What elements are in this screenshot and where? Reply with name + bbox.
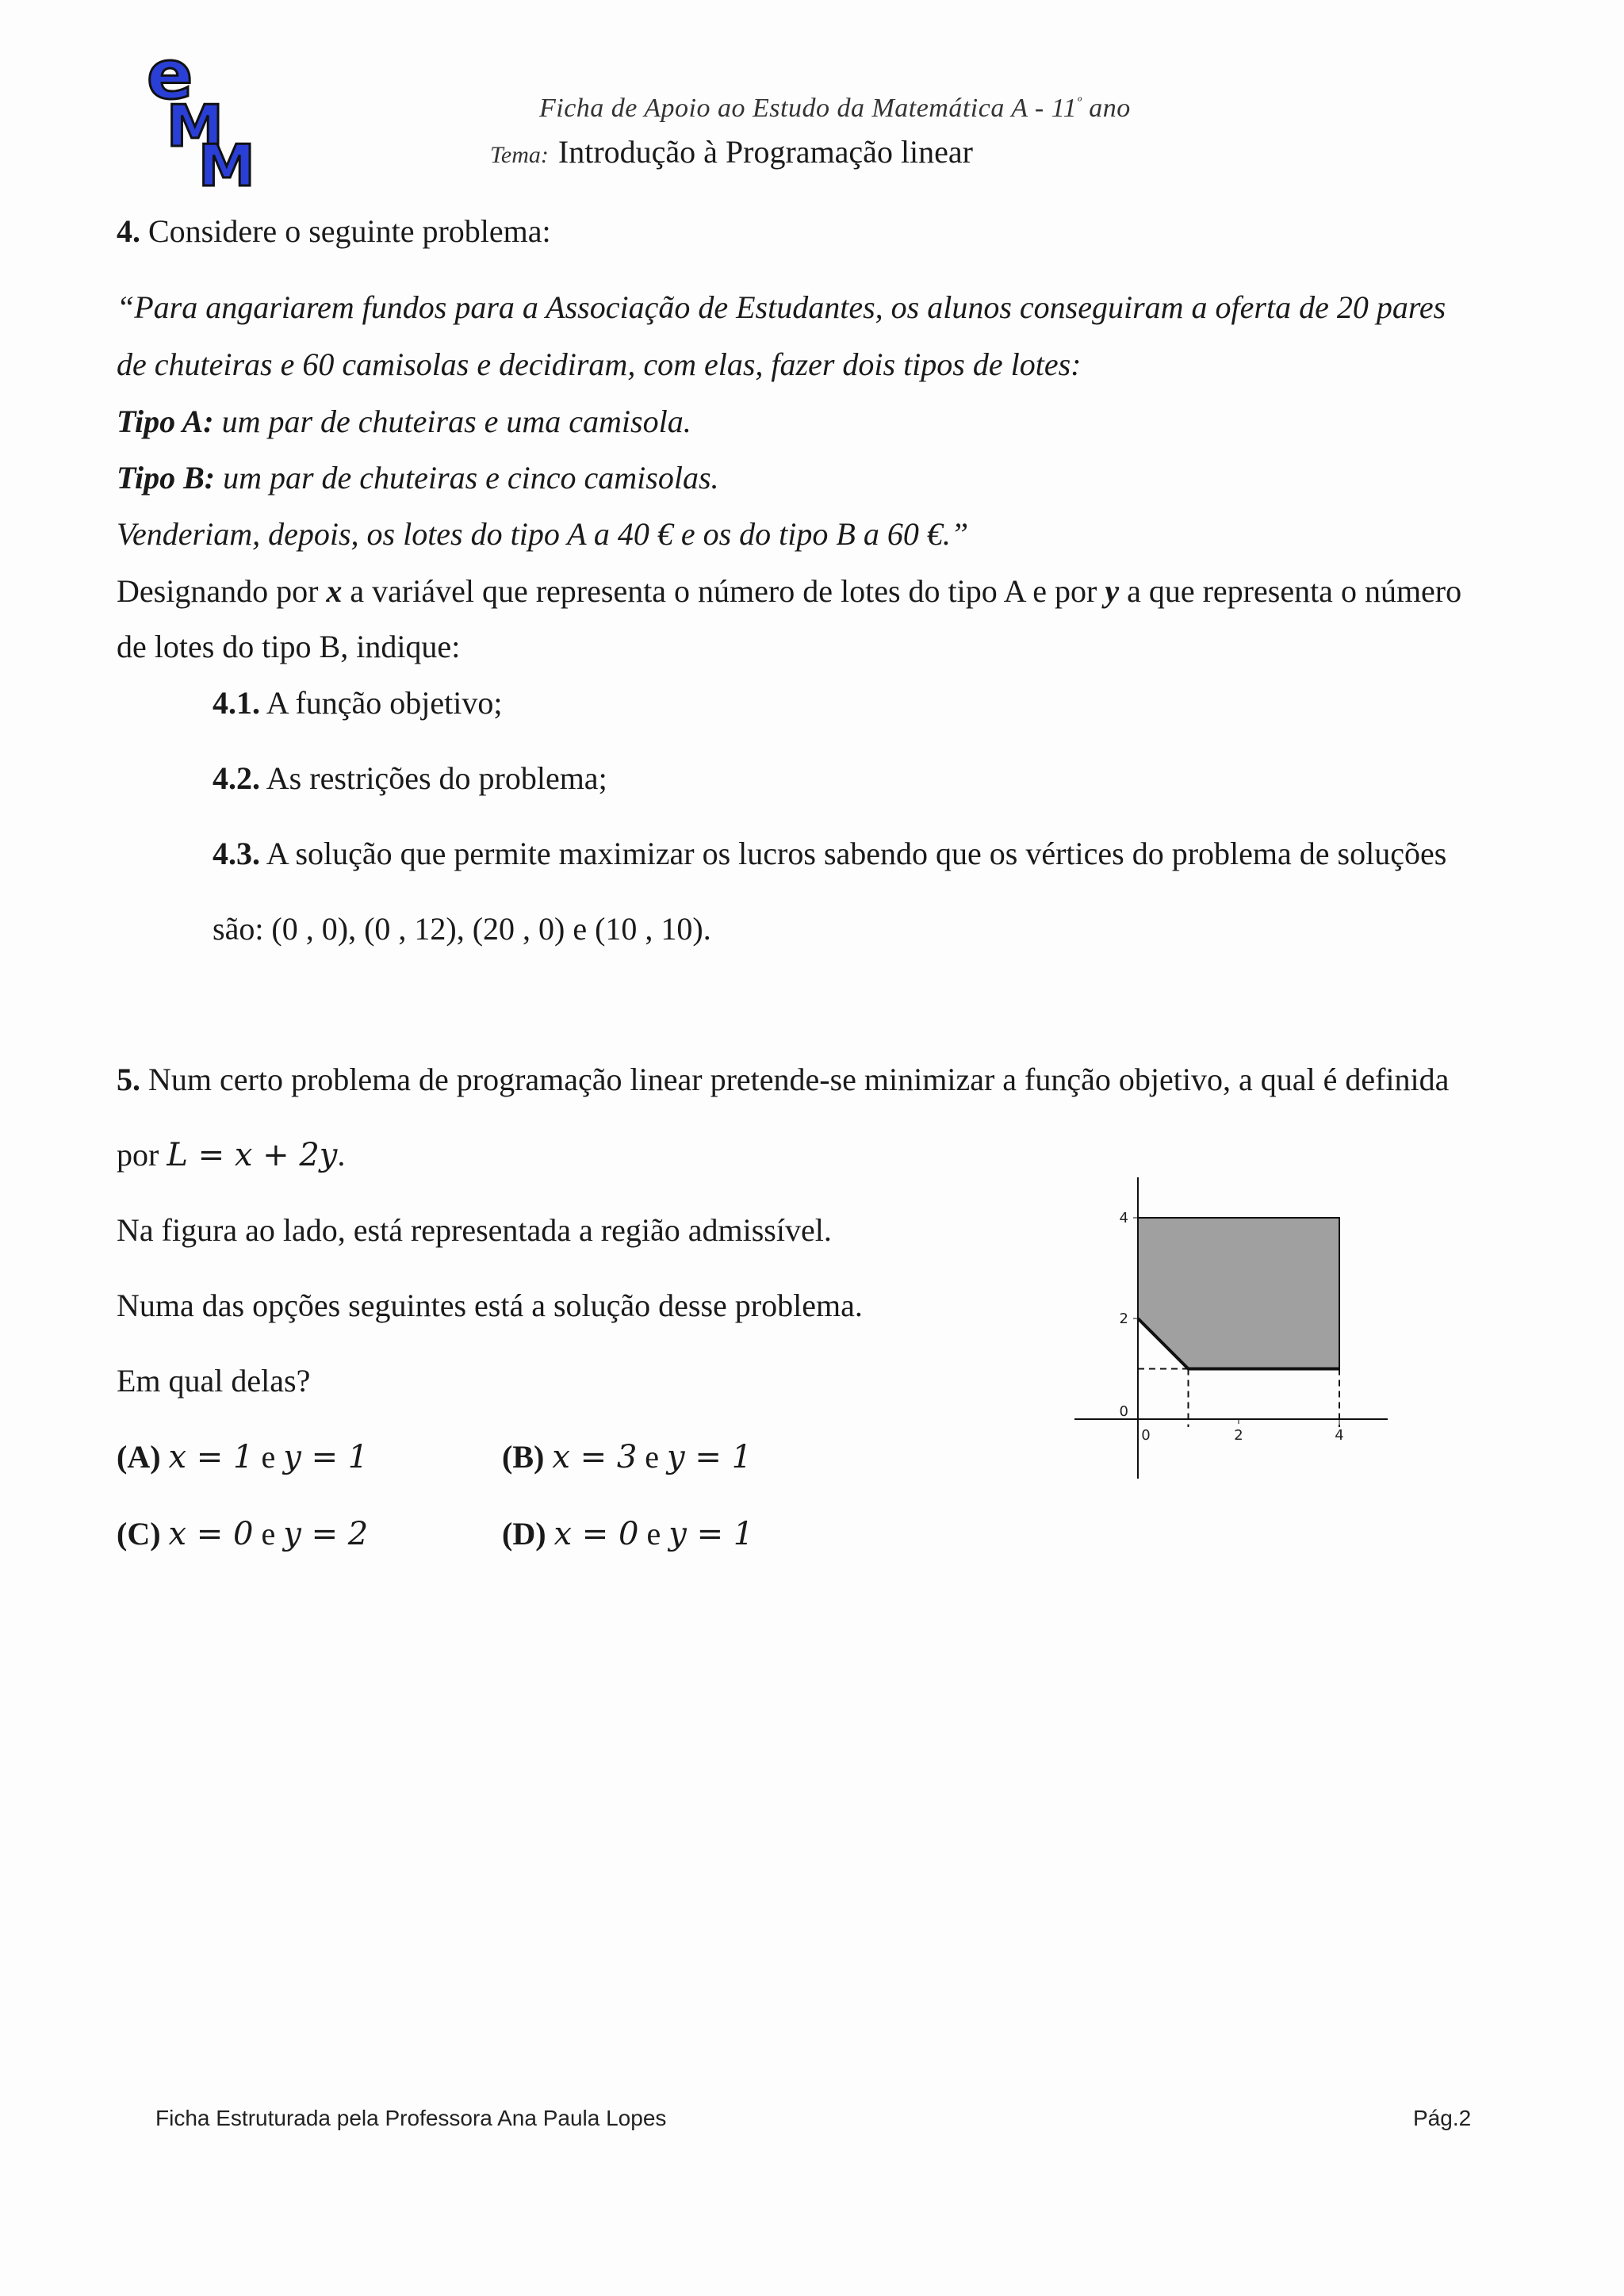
y-tick-label: 2 [1119,1311,1128,1327]
q5-intro: 5. Num certo problema de programação linear pretende-se minimizar a função objetivo, a qual é definida [117,1062,1450,1097]
q4-tipo-a: Tipo A: um par de chuteiras e uma camisola. [117,404,691,439]
option-d: (D) x = 0 e y = 1 [502,1516,754,1552]
svg-text:e: e [147,41,193,115]
y-tick-label: 0 [1119,1403,1128,1420]
q4-sub2: 4.2. As restrições do problema; [213,760,607,796]
feasible-region [1138,1218,1339,1369]
feasible-region-figure [1063,1165,1396,1483]
objective-formula: L = x + 2y [167,1137,338,1173]
svg-text:M: M [198,132,255,192]
header-subtitle: Ficha de Apoio ao Estudo da Matemática A - $11^º$ ano [539,94,1131,123]
q4-designando: Designando por x a variável que representa o número de lotes do tipo A e por y a que representa o número [117,573,1462,609]
q4-quote-line1: “Para angariarem fundos para a Associação de Estudantes, os alunos conseguiram a oferta de 20 pares [117,289,1446,325]
q4-venderiam: Venderiam, depois, os lotes do tipo A a 40 € e os do tipo B a 60 €.” [117,516,969,552]
q5-figure-line: Na figura ao lado, está representada a região admissível. [117,1212,832,1248]
y-tick-label: 4 [1119,1210,1128,1226]
q4-tipo-b: Tipo B: um par de chuteiras e cinco camisolas. [117,460,719,496]
x-tick-label: 0 [1141,1427,1151,1444]
q4-sub3-line2: são: (0 , 0), (0 , 12), (20 , 0) e (10 , 10). [213,911,711,947]
option-c: (C) x = 0 e y = 2 [117,1516,369,1552]
svg-text:M: M [167,93,224,159]
page-number: Pág.2 [1413,2106,1472,2130]
option-b: (B) x = 3 e y = 1 [502,1439,753,1475]
x-tick-label: 4 [1335,1427,1344,1444]
header-tema: Tema: Introdução à Programação linear [490,134,973,170]
q4-intro: 4. Considere o seguinte problema: [117,213,551,249]
q4-designando-line2: de lotes do tipo B, indique: [117,629,461,664]
q4-quote-line2: de chuteiras e 60 camisolas e decidiram, com elas, fazer dois tipos de lotes: [117,346,1082,382]
q4-sub1: 4.1. A função objetivo; [213,685,503,721]
q5-formula-line: por L = x + 2y. [117,1137,346,1173]
q5-question: Em qual delas? [117,1363,311,1399]
q5-options-line: Numa das opções seguintes está a solução desse problema. [117,1288,863,1323]
footer-author: Ficha Estruturada pela Professora Ana Paula Lopes [155,2106,667,2130]
x-tick-label: 2 [1234,1427,1243,1444]
emm-logo [143,41,285,192]
q4-sub3: 4.3. A solução que permite maximizar os lucros sabendo que os vértices do problema de soluções [213,836,1447,871]
option-a: (A) x = 1 e y = 1 [117,1439,369,1475]
